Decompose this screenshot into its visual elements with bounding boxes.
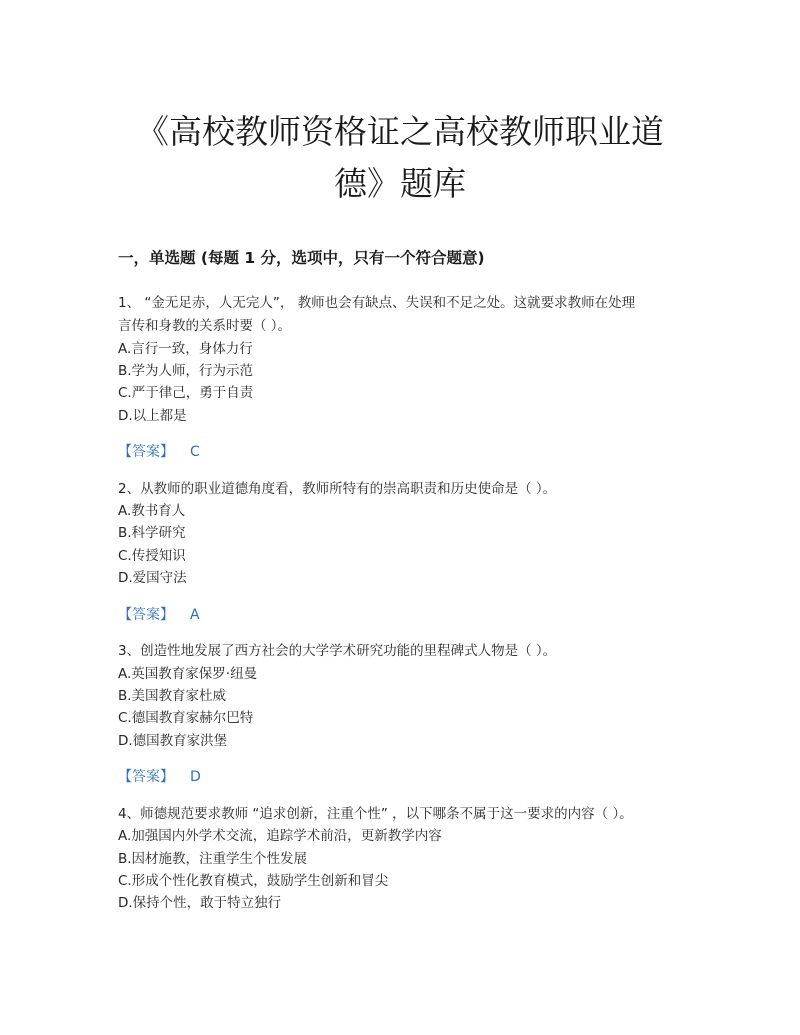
question-3-stem-line-1: 3、创造性地发展了西方社会的大学学术研究功能的里程碑式人物是（ ）。 (118, 643, 557, 659)
question-2-option-a: A.教书育人 (118, 503, 186, 519)
question-1-option-d: D.以上都是 (118, 408, 187, 424)
answer-value: A (190, 607, 200, 623)
answer-label: 【答案】 (118, 444, 174, 460)
answer-label: 【答案】 (118, 769, 174, 785)
question-1-option-a: A.言行一致，身体力行 (118, 341, 253, 357)
question-2-answer (118, 605, 200, 625)
question-3-option-a: A.英国教育家保罗·纽曼 (118, 666, 258, 682)
question-3-option-c: C.德国教育家赫尔巴特 (118, 710, 254, 726)
question-4-option-a: A.加强国内外学术交流，追踪学术前沿，更新教学内容 (118, 828, 442, 844)
document-title-line-2: 德》题库 (334, 164, 466, 203)
answer-value: C (190, 444, 200, 460)
question-1-stem-line-2: 言传和身教的关系时要（ ）。 (118, 318, 292, 334)
section-heading: 一，单选题 (每题 1 分，选项中，只有一个符合题意) (118, 249, 485, 267)
question-1-stem-line-1: 1、 “金无足赤，人无完人”， 教师也会有缺点、失误和不足之处。这就要求教师在处理 (118, 295, 636, 311)
question-1-option-c: C.严于律己，勇于自责 (118, 385, 254, 401)
question-4-option-d: D.保持个性，敢于特立独行 (118, 895, 282, 911)
question-4-option-b: B.因材施教，注重学生个性发展 (118, 851, 308, 867)
question-2-option-d: D.爱国守法 (118, 570, 187, 586)
question-3-option-d: D.德国教育家洪堡 (118, 733, 228, 749)
question-2-stem-line-1: 2、从教师的职业道德角度看，教师所特有的崇高职责和历史使命是（ ）。 (118, 481, 557, 497)
question-4-stem-line-1: 4、师德规范要求教师 “追求创新，注重个性” ，以下哪条不属于这一要求的内容（ ）。 (118, 806, 633, 822)
answer-value: D (190, 769, 201, 785)
document-title-line-1: 《高校教师资格证之高校教师职业道 (136, 112, 664, 151)
question-3-answer (118, 767, 201, 787)
question-4-option-c: C.形成个性化教育模式，鼓励学生创新和冒尖 (118, 873, 389, 889)
question-1-answer (118, 442, 200, 462)
answer-label: 【答案】 (118, 607, 174, 623)
question-2-option-c: C.传授知识 (118, 548, 186, 564)
question-1-option-b: B.学为人师，行为示范 (118, 363, 254, 379)
question-2-option-b: B.科学研究 (118, 525, 186, 541)
question-3-option-b: B.美国教育家杜威 (118, 688, 227, 704)
